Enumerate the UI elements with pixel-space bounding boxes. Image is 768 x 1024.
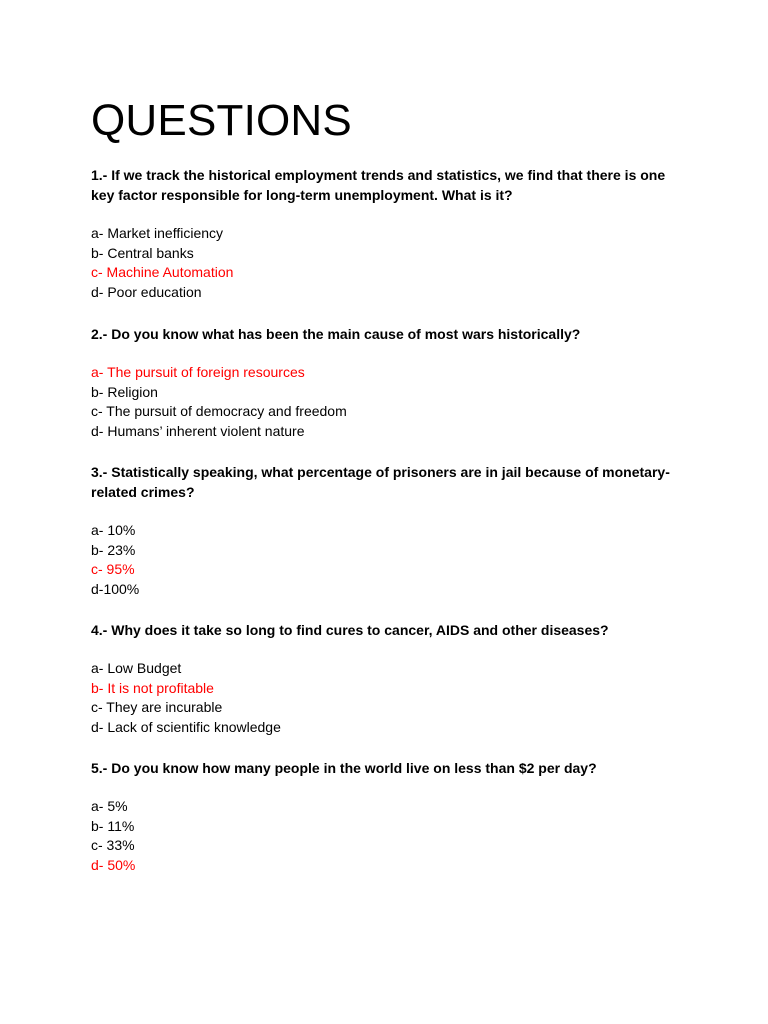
question-block-5 <box>91 758 691 876</box>
answer-option-a: a- 5% <box>91 798 128 814</box>
answer-options <box>91 363 691 442</box>
answer-options <box>91 797 691 876</box>
page-title: QUESTIONS <box>91 96 352 145</box>
answer-option-b-correct: b- It is not profitable <box>91 679 214 696</box>
answer-option-d: d- Humans’ inherent violent nature <box>91 423 305 440</box>
answer-option-d: d- Poor education <box>91 284 202 301</box>
answer-option-b: b- Central banks <box>91 244 194 261</box>
answer-option-d: d- Lack of scientific knowledge <box>91 719 281 736</box>
answer-options <box>91 224 691 303</box>
question-block-2 <box>91 324 691 442</box>
answer-option-d: d-100% <box>91 581 140 598</box>
question-text: 1.- If we track the historical employment trends and statistics, we find that there is one key factor responsible for long-term unemployment. What is it? <box>91 167 666 203</box>
question-text: 4.- Why does it take so long to find cures to cancer, AIDS and other diseases? <box>91 622 609 638</box>
answer-option-a: a- Low Budget <box>91 660 182 676</box>
answer-options <box>91 659 691 738</box>
question-block-1 <box>91 165 691 303</box>
answer-option-c: c- 33% <box>91 837 135 854</box>
answer-option-a: a- 10% <box>91 522 136 538</box>
answer-option-b: b- 23% <box>91 541 136 558</box>
answer-option-c: c- The pursuit of democracy and freedom <box>91 403 347 420</box>
question-text: 3.- Statistically speaking, what percentage of prisoners are in jail because of monetary-related crimes? <box>91 464 670 500</box>
answer-option-d-correct: d- 50% <box>91 857 136 874</box>
answer-options <box>91 521 691 600</box>
answer-option-b: b- 11% <box>91 817 135 834</box>
question-block-3 <box>91 462 691 600</box>
question-text: 2.- Do you know what has been the main cause of most wars historically? <box>91 326 581 342</box>
answer-option-c-correct: c- 95% <box>91 561 135 578</box>
answer-option-a: a- Market inefficiency <box>91 225 224 241</box>
answer-option-a-correct: a- The pursuit of foreign resources <box>91 364 305 380</box>
answer-option-b: b- Religion <box>91 383 158 400</box>
question-block-4 <box>91 620 691 738</box>
answer-option-c-correct: c- Machine Automation <box>91 264 234 281</box>
answer-option-c: c- They are incurable <box>91 699 223 716</box>
question-text: 5.- Do you know how many people in the world live on less than $2 per day? <box>91 760 597 776</box>
